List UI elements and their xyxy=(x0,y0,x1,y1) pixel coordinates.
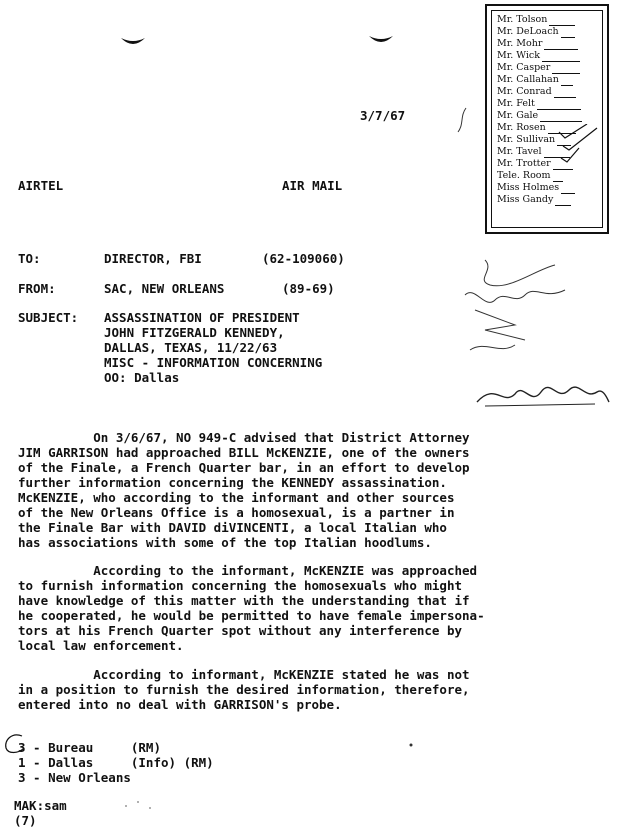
typist-initials: MAK:sam xyxy=(14,798,67,813)
routing-entry: Mr. Tavel xyxy=(497,146,570,158)
speck xyxy=(408,742,414,748)
from-label: FROM: xyxy=(18,281,56,296)
body-line: McKENZIE, who according to the informant and other sources xyxy=(18,490,455,505)
body-paragraph xyxy=(18,563,548,653)
body-line: According to the informant, McKENZIE was approached xyxy=(18,563,478,578)
margin-mark xyxy=(452,106,472,134)
routing-entry: Mr. DeLoach xyxy=(497,26,575,38)
handwritten-notation xyxy=(455,250,585,360)
to-value: DIRECTOR, FBI xyxy=(104,251,202,266)
subject-line: DALLAS, TEXAS, 11/22/63 xyxy=(104,340,278,355)
copy-count: (7) xyxy=(14,813,37,828)
routing-entry: Tele. Room xyxy=(497,170,563,182)
routing-entry: Mr. Felt xyxy=(497,98,581,110)
air-mail-label: AIR MAIL xyxy=(282,178,343,193)
body-line: entered into no deal with GARRISON's probe. xyxy=(18,697,342,712)
body-line: of the New Orleans Office is a homosexual, is a partner in xyxy=(18,505,455,520)
routing-entry: Mr. Conrad xyxy=(497,86,576,98)
body-line: the Finale Bar with DAVID diVINCENTI, a local Italian who xyxy=(18,520,447,535)
routing-entry: Mr. Sullivan xyxy=(497,134,571,146)
handwritten-signature xyxy=(475,372,610,412)
body-line: to furnish information concerning the homosexuals who might xyxy=(18,578,463,593)
document-date: 3/7/67 xyxy=(360,108,406,123)
routing-entry: Mr. Wick xyxy=(497,50,580,62)
body-line: in a position to furnish the desired information, therefore, xyxy=(18,682,470,697)
routing-entry: Mr. Gale xyxy=(497,110,582,122)
body-line: has associations with some of the top Italian hoodlums. xyxy=(18,535,432,550)
body-line: JIM GARRISON had approached BILL McKENZIE, one of the owners xyxy=(18,445,470,460)
routing-entry: Miss Gandy xyxy=(497,194,571,206)
body-line: local law enforcement. xyxy=(18,638,184,653)
routing-entry: Mr. Trotter xyxy=(497,158,573,170)
subject-line: MISC - INFORMATION CONCERNING xyxy=(104,355,323,370)
routing-entry: Mr. Casper xyxy=(497,62,580,74)
faint-marks xyxy=(120,796,160,816)
body-line: On 3/6/67, NO 949-C advised that District Attorney xyxy=(18,430,470,445)
body-paragraph xyxy=(18,430,548,550)
body-line: of the Finale, a French Quarter bar, in an effort to develop xyxy=(18,460,470,475)
distribution-line: 1 - Dallas (Info) (RM) xyxy=(18,755,214,770)
to-file-number: (62-109060) xyxy=(262,251,345,266)
body-line: According to informant, McKENZIE stated he was not xyxy=(18,667,470,682)
punch-mark-right xyxy=(368,34,394,44)
distribution-line: 3 - New Orleans xyxy=(18,770,131,785)
routing-checkmarks xyxy=(557,124,601,164)
to-label: TO: xyxy=(18,251,41,266)
body-line: have knowledge of this matter with the understanding that if xyxy=(18,593,470,608)
routing-entry: Mr. Rosen xyxy=(497,122,576,134)
subject-line: OO: Dallas xyxy=(104,370,180,385)
airtel-label: AIRTEL xyxy=(18,178,64,193)
distribution-line: 3 - Bureau (RM) xyxy=(18,740,161,755)
routing-entry: Mr. Callahan xyxy=(497,74,573,86)
routing-entry: Miss Holmes xyxy=(497,182,575,194)
subject-line: ASSASSINATION OF PRESIDENT xyxy=(104,310,300,325)
body-line: further information concerning the KENNEDY assassination. xyxy=(18,475,447,490)
body-line: he cooperated, he would be permitted to have female impersona- xyxy=(18,608,485,623)
punch-mark-left xyxy=(120,36,146,46)
subject-label: SUBJECT: xyxy=(18,310,79,325)
routing-box xyxy=(485,4,609,234)
body-line: tors at his French Quarter spot without any interference by xyxy=(18,623,463,638)
body-paragraph xyxy=(18,667,548,712)
subject-line: JOHN FITZGERALD KENNEDY, xyxy=(104,325,285,340)
routing-entry: Mr. Mohr xyxy=(497,38,578,50)
from-file-number: (89-69) xyxy=(282,281,335,296)
from-value: SAC, NEW ORLEANS xyxy=(104,281,225,296)
routing-entry: Mr. Tolson xyxy=(497,14,575,26)
